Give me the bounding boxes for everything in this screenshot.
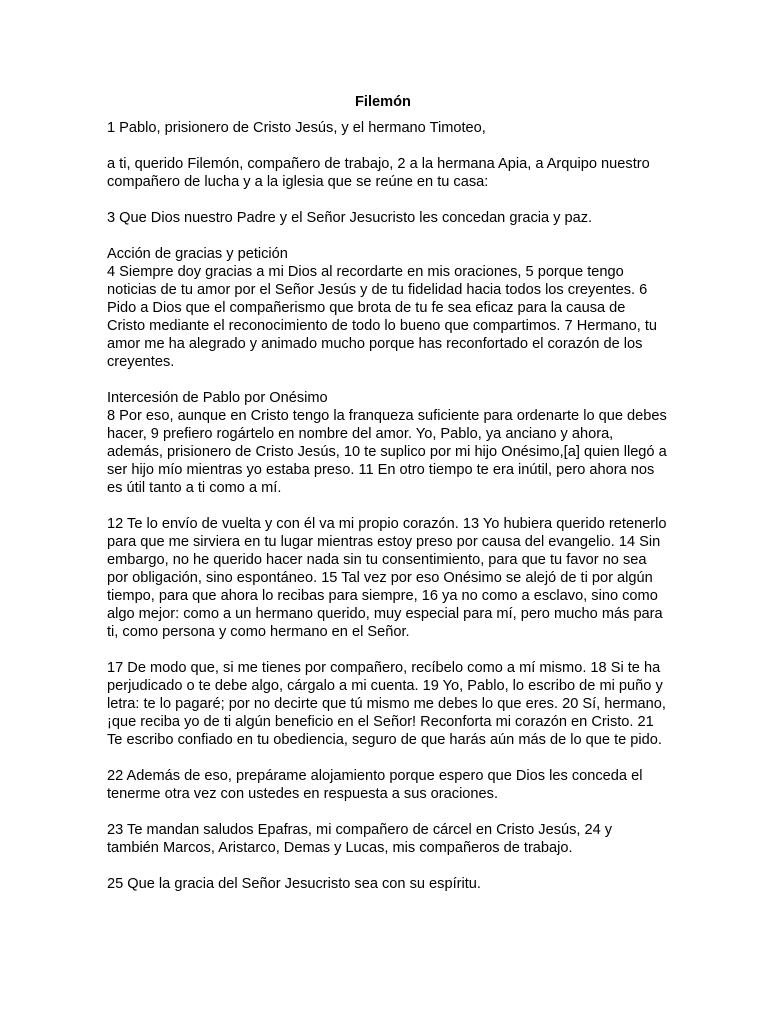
section-heading-intercession: Intercesión de Pablo por Onésimo [107, 390, 328, 406]
section-thanksgiving [107, 245, 667, 371]
document-page [107, 93, 667, 911]
document-title: Filemón [355, 94, 411, 110]
paragraph-2: a ti, querido Filemón, compañero de trabajo, 2 a la hermana Apia, a Arquipo nuestro compañero de lucha y a la iglesia que se reúne en tu casa: [107, 156, 650, 190]
paragraph-4: 12 Te lo envío de vuelta y con él va mi propio corazón. 13 Yo hubiera querido retenerlo para que me sirviera en tu lugar mientras estoy preso por causa del evangelio. 14 Sin embargo, no he querido hacer nada sin tu consentimiento, para que tu favor no sea por obligación, sino espontáneo. 15 Tal vez por eso Onésimo se alejó de ti por algún tiempo, para que ahora lo recibas para siempre, 16 ya no como a esclavo, sino como algo mejor: como a un hermano querido, muy especial para mí, pero mucho más para ti, como persona y como hermano en el Señor. [107, 516, 667, 640]
section-text-intercession: 8 Por eso, aunque en Cristo tengo la franqueza suficiente para ordenarte lo que debes hacer, 9 prefiero rogártelo en nombre del amor. Yo, Pablo, ya anciano y ahora, además, prisionero de Cristo Jesús, 10 te suplico por mi hijo Onésimo,[a] quien llegó a ser hijo mío mientras yo estaba preso. 11 En otro tiempo te era inútil, pero ahora nos es útil tanto a ti como a mí. [107, 408, 667, 496]
paragraph-6: 22 Además de eso, prepárame alojamiento porque espero que Dios les conceda el tenerme otra vez con ustedes en respuesta a sus oraciones. [107, 768, 643, 802]
paragraph-8: 25 Que la gracia del Señor Jesucristo sea con su espíritu. [107, 876, 481, 892]
paragraph-5: 17 De modo que, si me tienes por compañero, recíbelo como a mí mismo. 18 Si te ha perjudicado o te debe algo, cárgalo a mi cuenta. 19 Yo, Pablo, lo escribo de mi puño y letra: te lo pagaré; por no decirte que tú mismo me debes lo que eres. 20 Sí, hermano, ¡que reciba yo de ti algún beneficio en el Señor! Reconforta mi corazón en Cristo. 21 Te escribo confiado en tu obediencia, seguro de que harás aún más de lo que te pido. [107, 660, 666, 748]
paragraph-7: 23 Te mandan saludos Epafras, mi compañero de cárcel en Cristo Jesús, 24 y también Marcos, Aristarco, Demas y Lucas, mis compañeros de trabajo. [107, 822, 613, 856]
section-intercession [107, 389, 667, 497]
paragraph-1: 1 Pablo, prisionero de Cristo Jesús, y el hermano Timoteo, [107, 120, 486, 136]
paragraph-3: 3 Que Dios nuestro Padre y el Señor Jesucristo les concedan gracia y paz. [107, 210, 593, 226]
section-heading-thanksgiving: Acción de gracias y petición [107, 246, 288, 262]
section-text-thanksgiving: 4 Siempre doy gracias a mi Dios al recordarte en mis oraciones, 5 porque tengo noticias de tu amor por el Señor Jesús y de tu fidelidad hacia todos los creyentes. 6 Pido a Dios que el compañerismo que brota de tu fe sea eficaz para la causa de Cristo mediante el reconocimiento de todo lo bueno que compartimos. 7 Hermano, tu amor me ha alegrado y animado mucho porque has reconfortado el corazón de los creyentes. [107, 264, 657, 370]
